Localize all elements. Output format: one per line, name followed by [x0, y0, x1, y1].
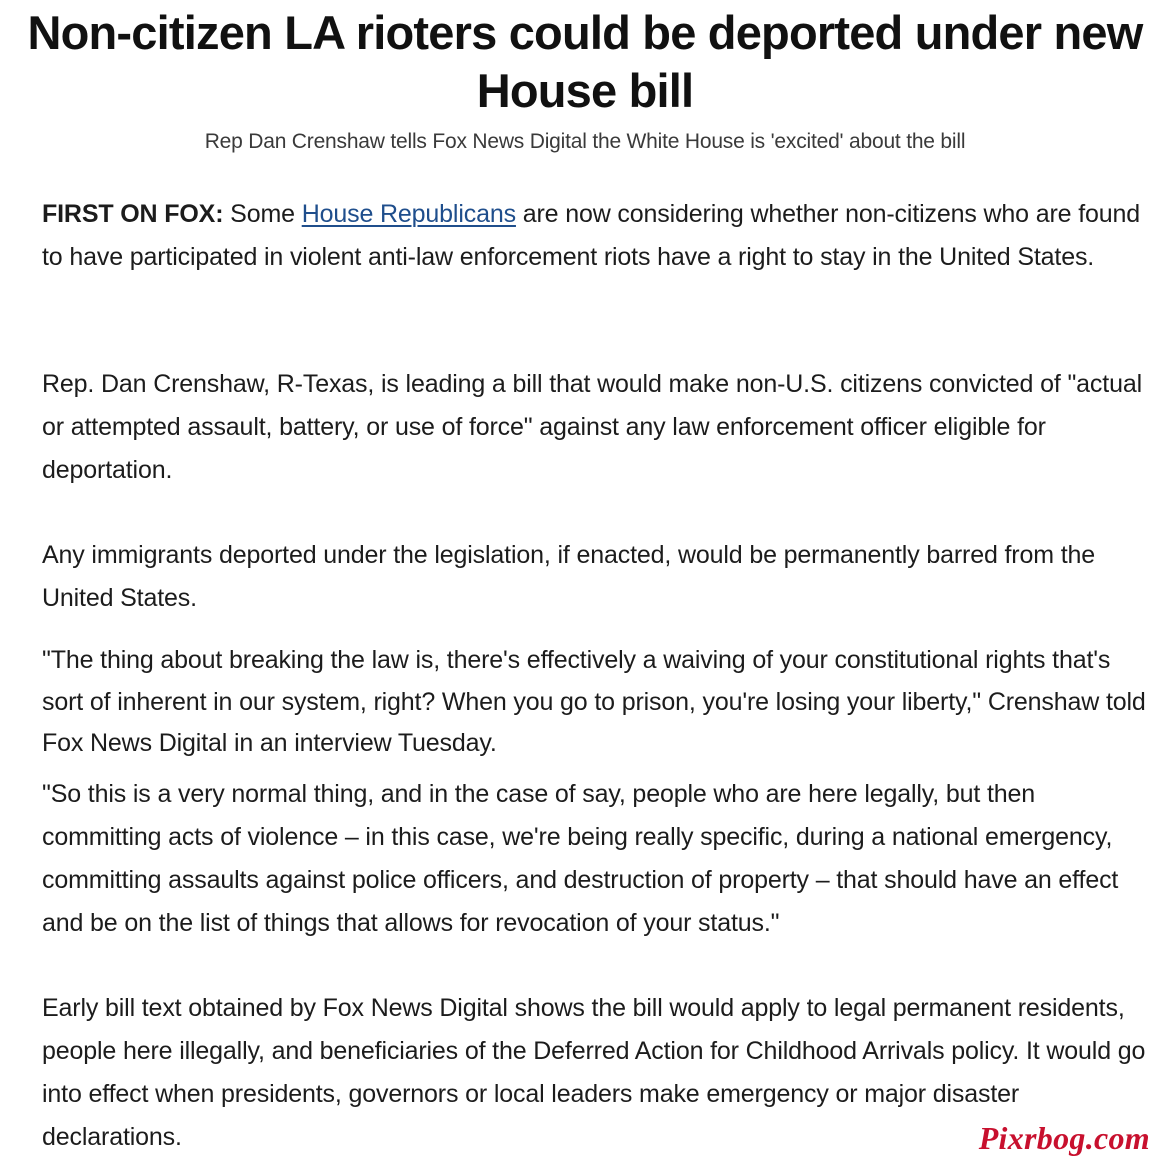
- watermark: Pixrbog.com: [978, 1120, 1150, 1156]
- paragraph-1: [42, 193, 1157, 279]
- subheadline: Rep Dan Crenshaw tells Fox News Digital the White House is 'excited' about the bill: [204, 130, 966, 153]
- paragraph-1-text-before-link: Some: [223, 200, 302, 228]
- quote-paragraph-1: "The thing about breaking the law is, there's effectively a waiving of your constitutional rights that's sort of inherent in our system, right? When you go to prison, you're losing your liberty," Crenshaw told Fox News Digital in an interview Tuesday.: [42, 646, 1146, 757]
- first-on-fox-label: FIRST ON FOX:: [42, 200, 224, 228]
- paragraph-2: Rep. Dan Crenshaw, R-Texas, is leading a bill that would make non-U.S. citizens convicted of "actual or attempted assault, battery, or use of force" against any law enforcement officer eligible for deportation.: [42, 370, 1142, 484]
- quote-paragraph-2: "So this is a very normal thing, and in the case of say, people who are here legally, but then committing acts of violence – in this case, we're being really specific, during a national emergency, committing assaults against police officers, and destruction of property – that should have an effect and be on the list of things that allows for revocation of your status.": [42, 780, 1119, 937]
- paragraph-6: Early bill text obtained by Fox News Digital shows the bill would apply to legal permanent residents, people here illegally, and beneficiaries of the Deferred Action for Childhood Arrivals policy. It would go into effect when presidents, governors or local leaders make emergency or major disaster declarations.: [42, 994, 1146, 1151]
- paragraph-3: Any immigrants deported under the legislation, if enacted, would be permanently barred from the United States.: [42, 541, 1096, 612]
- headline: Non-citizen LA rioters could be deported under new House bill: [27, 6, 1143, 117]
- paragraph-1-text-after-link: are now considering whether non-citizens who are found to have participated in violent anti-law enforcement riots have a right to stay in the United States.: [42, 200, 1141, 271]
- house-republicans-link[interactable]: House Republicans: [301, 200, 516, 228]
